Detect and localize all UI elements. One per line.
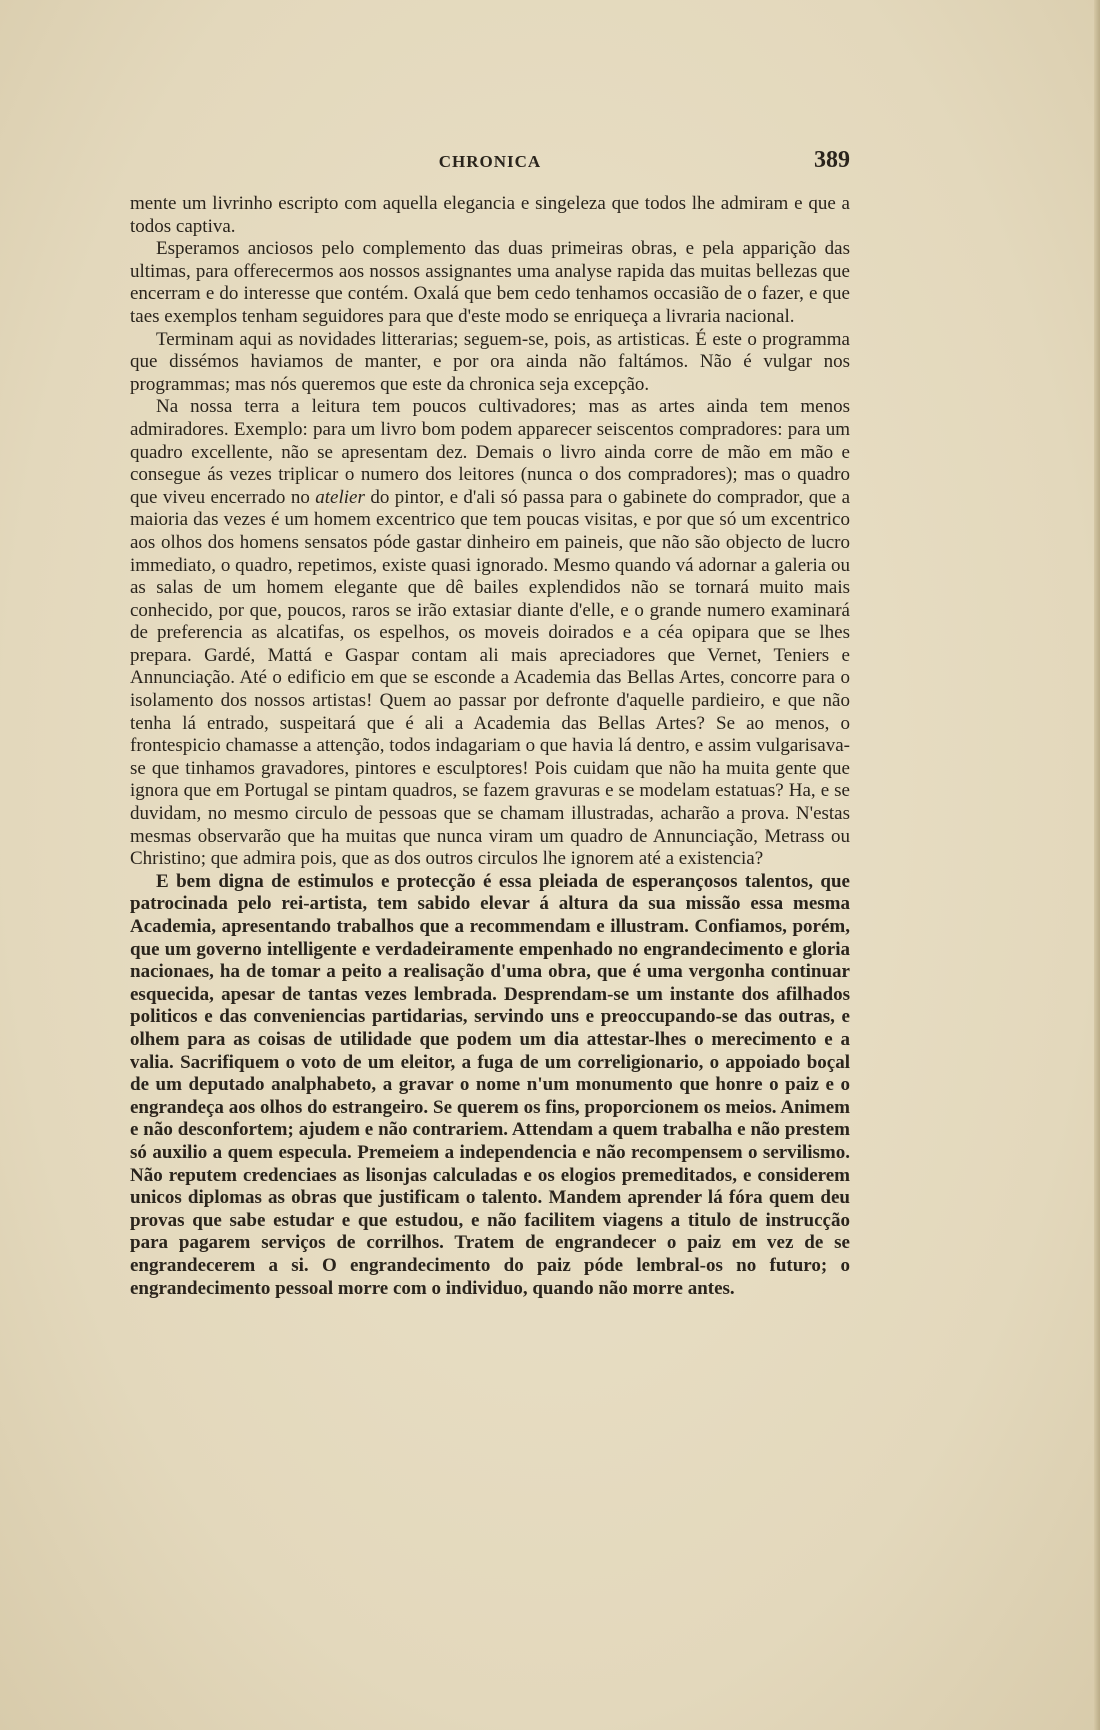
paragraph-5: E bem digna de estimulos e protecção é essa pleiada de esperançosos talentos, que patrocinada pelo rei-artista, tem sabido elevar á altura da sua missão essa mesma Academia, apresentando trabalhos que a recommendam e illustram. Confiamos, porém, que um governo intelligente e verdadeiramente empenhado no engrandecimento e gloria nacionaes, ha de tomar a peito a realisação d'uma obra, que é uma vergonha continuar esquecida, apesar de tantas vezes lembrada. Desprendam-se um instante dos afilhados politicos e das conveniencias partidarias, servindo uns e preoccupando-se das outras, e olhem para as coisas de utilidade que podem um dia attestar-lhes o merecimento e a valia. Sacrifiquem o voto de um eleitor, a fuga de um correligionario, o appoiado boçal de um deputado analphabeto, a gravar o nome n'um monumento que honre o paiz e o engrandeça aos olhos do estrangeiro. Se querem os fins, proporcionem os meios. Animem e não desconfortem; ajudem e não contrariem. Attendam a quem trabalha e não prestem só auxilio a quem especula. Premeiem a independencia e não recompensem o servilismo. Não reputem credenciaes as lisonjas calculadas e os elogios premeditados, e considerem unicos diplomas as obras que justificam o talento. Mandem aprender lá fóra quem deu provas que sabe estudar e que estudou, e não facilitem viagens a titulo de instrucção para pagarem serviços de corrilhos. Tratem de engrandecer o paiz em vez de se engrandecerem a si. O engrandecimento do paiz póde lembral-os no futuro; o engrandecimento pessoal morre com o individuo, quando não morre antes. bbox=[130, 870, 850, 1299]
page-edge bbox=[1094, 0, 1100, 1730]
paragraph-2: Esperamos anciosos pelo complemento das duas primeiras obras, e pela apparição das ultimas, para offerecermos aos nossos assignantes uma analyse rapida das muitas bellezas que encerram e do interesse que contém. Oxalá que bem cedo tenhamos occasião de o fazer, e que taes exemplos tenham seguidores para que d'este modo se enriqueça a livraria nacional. bbox=[130, 238, 850, 327]
page-header bbox=[130, 147, 850, 182]
page-number: 389 bbox=[814, 147, 850, 173]
running-head: CHRONICA bbox=[438, 152, 542, 171]
paragraph-4 bbox=[130, 396, 850, 870]
article-body bbox=[130, 193, 850, 1300]
paragraph-1: mente um livrinho escripto com aquella elegancia e singeleza que todos lhe admiram e que a todos captiva. bbox=[130, 193, 850, 237]
italic-term: atelier bbox=[315, 486, 365, 508]
paragraph-3: Terminam aqui as novidades litterarias; seguem-se, pois, as artisticas. É este o programma que dissémos haviamos de manter, e por ora ainda não faltámos. Não é vulgar nos programmas; mas nós queremos que este da chronica seja excepção. bbox=[130, 328, 850, 395]
paragraph-4-continuation: do pintor, e d'ali só passa para o gabinete do comprador, que a maioria das vezes é um homem excentrico que tem poucas visitas, e por que só um excentrico aos olhos dos homens sensatos póde gastar dinheiro em paineis, que não são objecto de lucro immediato, o quadro, repetimos, existe quasi ignorado. Mesmo quando vá adornar a galeria ou as salas de um homem elegante que dê bailes explendidos não se tornará muito mais conhecido, por que, poucos, raros se irão extasiar diante d'elle, e o grande numero examinará de preferencia as alcatifas, os espelhos, os moveis doirados e a céa opipara que se lhes prepara. Gardé, Mattá e Gaspar contam ali mais apreciadores que Vernet, Teniers e Annunciação. Até o edificio em que se esconde a Academia das Bellas Artes, concorre para o isolamento dos nossos artistas! Quem ao passar por defronte d'aquelle pardieiro, e que não tenha lá entrado, suspeitará que é ali a Academia das Bellas Artes? Se ao menos, o frontespicio chamasse a attenção, todos indagariam o que havia lá dentro, e assim vulgarisava-se que tinhamos gravadores, pintores e esculptores! Pois cuidam que não ha muita gente que ignora que em Portugal se pintam quadros, se fazem gravuras e se modelam estatuas? Ha, e se duvidam, no mesmo circulo de pessoas que se chamam illustradas, acharão a prova. N'estas mesmas observarão que ha muitas que nunca viram um quadro de Annunciação, Metrass ou Christino; que admira pois, que as dos outros circulos lhe ignorem até a existencia? bbox=[130, 486, 850, 870]
paragraph-4-text: Na nossa terra a leitura tem poucos cultivadores; mas as artes ainda tem menos admiradores. Exemplo: para um livro bom podem apparecer seiscentos compradores: para um quadro excellente, não se apresentam dez. Demais o livro ainda corre de mão em mão e consegue ás vezes triplicar o numero dos leitores (nunca o dos compradores); mas o quadro que viveu encerrado no bbox=[130, 396, 850, 508]
